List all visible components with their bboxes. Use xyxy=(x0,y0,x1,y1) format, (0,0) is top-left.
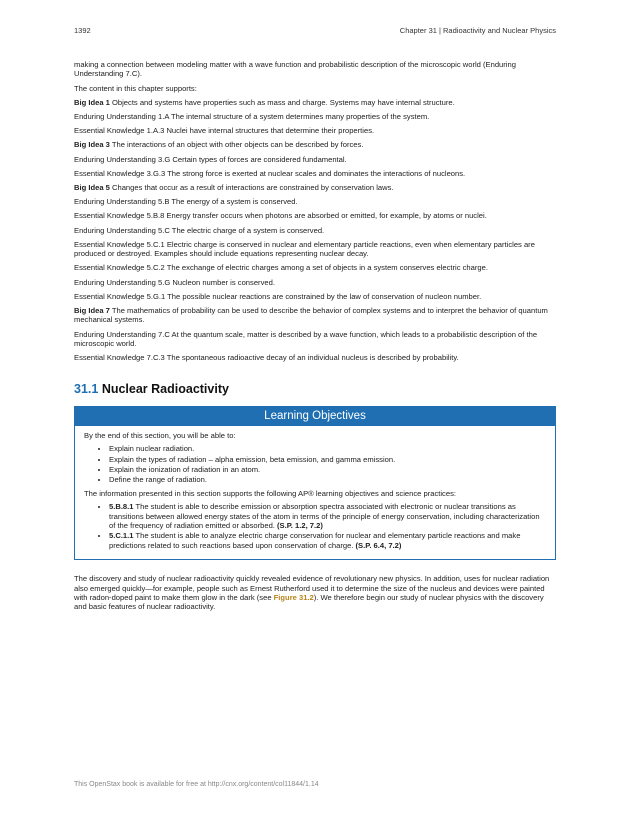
idea-bold-label: Big Idea 3 xyxy=(74,140,110,150)
ap-intro: The information presented in this section supports the following AP® learning objectives and science practices: xyxy=(84,488,456,498)
page-number: 1392 xyxy=(74,26,91,35)
idea-text: The interactions of an object with other objects can be described by forces. xyxy=(109,140,364,150)
idea-item xyxy=(74,353,556,362)
body-paragraph xyxy=(74,574,556,612)
ap-objective-code: 5.B.8.1 xyxy=(109,502,134,512)
figure-link[interactable]: Figure 31.2 xyxy=(273,592,314,602)
idea-text: Essential Knowledge 1.A.3 Nuclei have internal structures that determine their properties. xyxy=(74,126,375,136)
idea-item xyxy=(74,330,556,349)
idea-text: Enduring Understanding 3.G Certain types of forces are considered fundamental. xyxy=(74,154,347,164)
idea-item xyxy=(74,263,556,272)
idea-item xyxy=(74,197,556,206)
idea-item xyxy=(74,169,556,178)
ap-objective-item xyxy=(109,502,546,530)
chapter-header: Chapter 31 | Radioactivity and Nuclear Physics xyxy=(399,26,556,35)
learning-objectives-heading: Learning Objectives xyxy=(75,407,555,426)
learning-objectives-body xyxy=(75,426,555,559)
learning-objectives-box xyxy=(74,406,556,560)
idea-text: Essential Knowledge 5.C.2 The exchange of electric charges among a set of objects in a system conserves electric charge. xyxy=(74,263,488,273)
idea-bold-label: Big Idea 7 xyxy=(74,306,110,316)
idea-text: Enduring Understanding 1.A The internal structure of a system determines many properties of the system. xyxy=(74,112,430,122)
idea-text: Objects and systems have properties such as mass and charge. Systems may have internal structure. xyxy=(109,97,455,107)
idea-text: Essential Knowledge 7.C.3 The spontaneous radioactive decay of an individual nucleus is described by probability. xyxy=(74,353,459,363)
idea-text: The mathematics of probability can be used to describe the behavior of complex systems and to interpret the behavior of quantum mechanical systems. xyxy=(74,306,548,325)
idea-text: Enduring Understanding 5.B The energy of a system is conserved. xyxy=(74,197,298,207)
idea-item xyxy=(74,211,556,220)
idea-text: Essential Knowledge 5.G.1 The possible nuclear reactions are constrained by the law of conservation of nucleon number. xyxy=(74,291,482,301)
idea-item xyxy=(74,306,556,325)
idea-bold-label: Big Idea 5 xyxy=(74,183,110,193)
science-practice: (S.P. 6.4, 7.2) xyxy=(355,540,402,550)
objective-item: • Define the range of radiation. xyxy=(109,475,546,484)
idea-item xyxy=(74,155,556,164)
ap-objective-code: 5.C.1.1 xyxy=(109,531,134,541)
section-number: 31.1 xyxy=(74,381,99,396)
ap-objective-text: The student is able to analyze electric charge conservation for nuclear and elementary particle reactions and make predictions related to such reactions based upon conservation of charge. xyxy=(109,531,521,550)
learning-objectives-intro: By the end of this section, you will be able to: xyxy=(84,430,236,440)
idea-item xyxy=(74,292,556,301)
ap-objective-item xyxy=(109,531,546,550)
idea-item xyxy=(74,183,556,192)
idea-item xyxy=(74,278,556,287)
idea-item xyxy=(74,240,556,259)
idea-text: Essential Knowledge 3.G.3 The strong force is exerted at nuclear scales and dominates the interactions of nucleons. xyxy=(74,168,466,178)
idea-item xyxy=(74,112,556,121)
footer: This OpenStax book is available for free at http://cnx.org/content/col11844/1.14 xyxy=(74,781,319,788)
idea-text: Enduring Understanding 5.G Nucleon number is conserved. xyxy=(74,277,275,287)
body-text-after: ). We therefore begin our study of nuclear physics with the discovery and basic features of nuclear radioactivity. xyxy=(74,592,544,612)
idea-text: Enduring Understanding 7.C At the quantum scale, matter is described by a wave function, which leads to a probabilistic description of the microscopic world. xyxy=(74,329,538,349)
objective-item: • Explain the ionization of radiation in an atom. xyxy=(109,465,546,474)
idea-item xyxy=(74,126,556,135)
objective-item: • Explain nuclear radiation. xyxy=(109,444,546,453)
idea-item xyxy=(74,226,556,235)
idea-text: Essential Knowledge 5.C.1 Electric charge is conserved in nuclear and elementary particle reactions, even when elementary particles are produced or destroyed. Examples should include equations representing nuclear decay. xyxy=(74,239,535,259)
section-title: Nuclear Radioactivity xyxy=(98,381,229,396)
intro-continuation: making a connection between modeling matter with a wave function and probabilistic description of the microscopic world (Enduring Understanding 7.C). xyxy=(74,60,516,79)
ap-objective-text: The student is able to describe emission or absorption spectra associated with electronic or nuclear transitions as transitions between allowed energy states of the atom in terms of the principle of energy conservation, including characterization of the frequency of radiation emitted or absorbed. xyxy=(109,502,540,530)
idea-text: Changes that occur as a result of interactions are constrained by conservation laws. xyxy=(109,183,394,193)
intro-supports: The content in this chapter supports: xyxy=(74,83,197,93)
objective-item: • Explain the types of radiation – alpha emission, beta emission, and gamma emission. xyxy=(109,455,546,464)
body-text-before: The discovery and study of nuclear radioactivity quickly revealed evidence of revolutionary new physics. In addition, uses for nuclear radiation also emerged quickly—for example, people such as Ernest Rutherford used it to determine the size of the nucleus and devices were painted with radon-doped paint to make them glow in the dark (see xyxy=(74,574,550,602)
section-heading xyxy=(74,382,556,396)
idea-text: Essential Knowledge 5.B.8 Energy transfer occurs when photons are absorbed or emitted, for example, by atoms or nuclei. xyxy=(74,211,487,221)
idea-item xyxy=(74,98,556,107)
idea-item xyxy=(74,140,556,149)
ap-objectives-list xyxy=(84,502,546,550)
science-practice: (S.P. 1.2, 7.2) xyxy=(277,520,323,530)
page-content xyxy=(74,60,556,617)
idea-bold-label: Big Idea 1 xyxy=(74,97,110,107)
learning-objectives-list xyxy=(84,444,546,485)
ideas-list xyxy=(74,98,556,363)
idea-text: Enduring Understanding 5.C The electric charge of a system is conserved. xyxy=(74,225,325,235)
